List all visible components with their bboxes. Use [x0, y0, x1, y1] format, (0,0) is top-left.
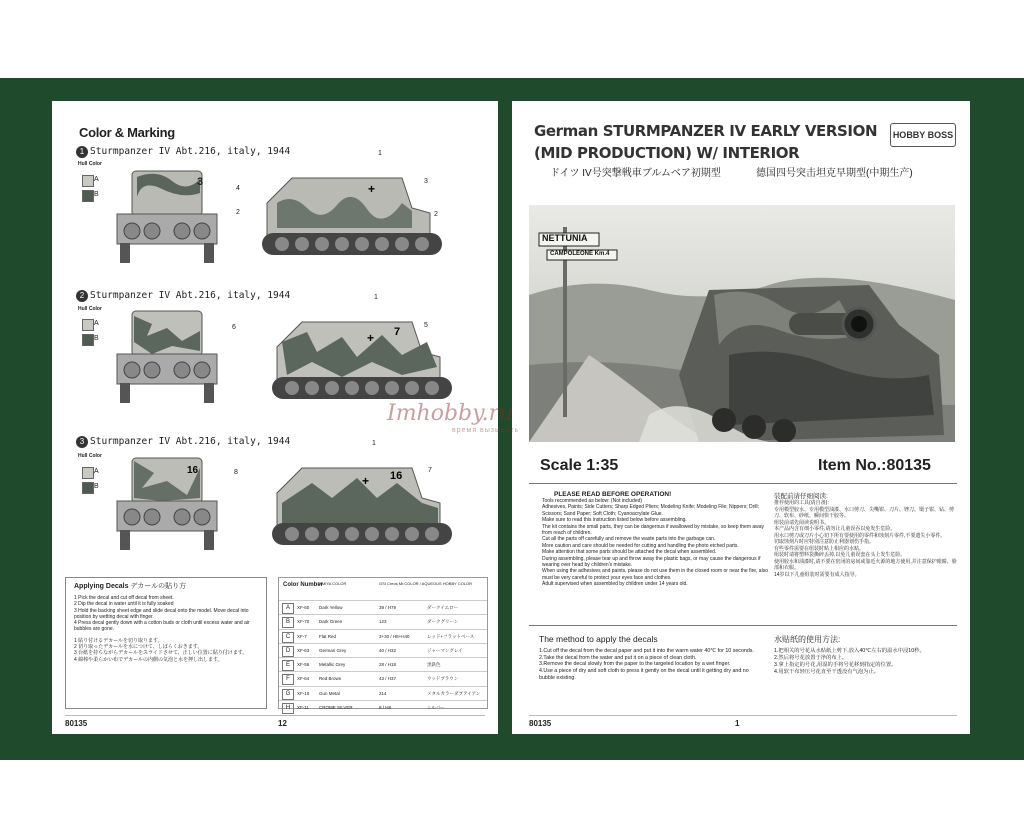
product-title-line2: (MID PRODUCTION) W/ INTERIOR: [534, 144, 800, 162]
color-name: Dark Yellow: [319, 605, 343, 610]
swatch-a: [82, 467, 94, 479]
color-gsi: 214: [379, 690, 387, 696]
table-head: GSI Creos Mr.COLOR / AQUEOUS HOBBY COLOR: [379, 581, 473, 586]
color-row: [279, 600, 487, 614]
hull-color-label: Hull Color: [78, 161, 102, 167]
color-row: [279, 671, 487, 685]
color-name: German Grey: [319, 647, 347, 653]
page-number: 12: [278, 719, 287, 728]
color-number-table: [278, 577, 488, 712]
scheme-caption: Sturmpanzer IV Abt.216, italy, 1944: [90, 290, 291, 301]
box-art: [529, 205, 955, 442]
instruction-line-cn: 14岁以下儿童组装时需要有成人指导。: [774, 571, 860, 578]
balkenkreuz: +: [367, 331, 375, 345]
box-art-illustration: [529, 205, 955, 442]
color-row: [279, 686, 487, 700]
swatch-b: [82, 190, 94, 202]
color-jp: ダークグリーン: [427, 619, 459, 625]
color-name: Metallic Grey: [319, 662, 346, 668]
color-letter: G: [282, 689, 294, 700]
scheme-number: 3: [76, 436, 88, 448]
callout: 2: [236, 209, 240, 216]
color-name: Red Brown: [319, 676, 342, 682]
color-gsi: 8 / H8: [379, 705, 392, 711]
callout: 1: [372, 440, 376, 447]
tank-front-view-2: [112, 306, 222, 406]
instruction-line: Adhesives, Paints; Side Cutters; Sharp Edged Pliers; Modeling Knife; Modeling File; Nippers; Drill; Scissors; Sand Paper; Soft Cloth; Cyanoacrylate Glue.: [542, 504, 760, 517]
instruction-line: Make attention that some parts should be attached the decal when assembled.: [542, 549, 717, 556]
instruction-line-cn: 使用胶水和油漆时,请不要在密闭的房间或靠近火源的地方使用,并注意保护眼睛、脸部和衣服。: [774, 558, 957, 571]
color-code: XF-70: [297, 619, 310, 625]
callout: 1: [374, 294, 378, 301]
callout: 1: [378, 150, 382, 157]
road-sign-sub: CAMPOLEONE Km.4: [550, 251, 610, 257]
color-row: [279, 700, 487, 714]
decal-step: 1 Pick the decal and cut off decal from sheet.: [74, 595, 174, 601]
tank-side-view-3: [262, 453, 462, 553]
color-name: Gun Metal: [319, 690, 340, 696]
color-gsi: 3+30 / H8+H40: [379, 633, 410, 639]
color-letter: A: [282, 603, 294, 614]
decal-method-step: 4.Use a piece of dry and soft cloth to press it gently on the decal until it getting dry and no bubble existing.: [539, 668, 749, 681]
callout: 2: [434, 211, 438, 218]
footer-rule: [65, 715, 485, 716]
color-row: [279, 614, 487, 628]
scheme-number: 2: [76, 290, 88, 302]
color-gsi: 39 / H79: [379, 605, 397, 610]
swatch-b: [82, 334, 94, 346]
color-code: XF-60: [297, 605, 310, 610]
decal-number: 16: [390, 470, 403, 482]
footer-code: 80135: [65, 719, 88, 728]
instruction-line-cn: 专用模型胶水、专用模型油漆、水口剪刀、尖嘴钳、刀片、锉刀、镊子钳、钻、剪刀、软布、砂纸、瞬间快干胶等。: [774, 506, 955, 519]
decal-step-jp: 2 切り取ったデカールを水につけて、しばらくおきます。: [74, 644, 203, 651]
instruction-line: Tools recommended as below: (Not included): [542, 498, 643, 504]
color-name: CROME SILVER: [319, 705, 353, 711]
swatch-letter: A: [94, 468, 99, 475]
read-before-cn-title: 装配前请仔细阅读:: [774, 493, 828, 500]
decal-method-title: The method to apply the decals: [539, 634, 658, 644]
color-row: [279, 629, 487, 643]
divider: [529, 625, 957, 626]
color-jp: ジャーマングレイ: [427, 647, 463, 653]
read-before-en: [542, 491, 772, 588]
instruction-line: When using the adhesives and paints, please do not use them in the closed room or near the fire, also must be very careful to protect your eyes face and clothes.: [542, 568, 768, 581]
product-title-cn: 德国四号突击坦克早期型(中期生产): [756, 168, 913, 179]
top-margin: [0, 0, 1024, 78]
instruction-line: Adult supervised when assembled by children under 14 years old.: [542, 581, 688, 588]
decal-method-step: 2.Take the decal from the water and put it on a piece of clean cloth.: [539, 654, 697, 661]
callout: 5: [424, 322, 428, 329]
decal-number: 16: [187, 465, 199, 476]
footer-rule: [529, 715, 957, 716]
color-code: XF-56: [297, 662, 310, 668]
read-before-cn: [774, 491, 959, 578]
decal-step-jp: 3 台紙を持ちながらデカールをスライドさせて、正しい位置に貼り付けます。: [74, 650, 248, 657]
scale-label: Scale 1:35: [540, 457, 619, 474]
tank-front-view-1: [112, 159, 222, 267]
decal-method-step-cn: 4.用软干布轻压号花直至干透没有气泡为止。: [774, 669, 880, 675]
instruction-line-cn: 有些零件需要在组装时贴上相应的水贴。: [774, 545, 865, 552]
color-jp: ダークイエロー: [427, 605, 459, 610]
callout: 6: [232, 324, 236, 331]
balkenkreuz: +: [368, 182, 376, 196]
tank-side-view-1: [252, 163, 452, 263]
tank-side-view-2: [262, 307, 462, 407]
color-letter: C: [282, 632, 294, 643]
color-code: XF-10: [297, 690, 310, 696]
scheme-number: 1: [76, 146, 88, 158]
road-sign-main: NETTUNIA: [542, 233, 588, 243]
callout: 7: [428, 467, 432, 474]
instruction-line: Cut all the parts off carefully and remove the waste parts into the garbage can.: [542, 536, 716, 543]
decal-method-step: 1.Cut off the decal from the decal paper and put it into the warm water 40℃ for 10 seconds.: [539, 648, 754, 654]
swatch-b: [82, 482, 94, 494]
color-row: [279, 657, 487, 671]
product-title-line1: German STURMPANZER IV EARLY VERSION: [534, 122, 878, 140]
instruction-line-cn: 切取蚀刻片时应特别注意防止利器划伤手指。: [774, 539, 875, 545]
color-letter: H: [282, 703, 294, 714]
callout: 4: [236, 185, 240, 192]
page-number: 1: [735, 719, 740, 728]
color-letter: F: [282, 674, 294, 685]
swatch-letter: A: [94, 176, 99, 183]
instruction-line-cn: 推荐使用的工具(请自备):: [774, 500, 829, 506]
color-code: XF-11: [297, 705, 309, 711]
hull-color-label: Hull Color: [78, 306, 102, 312]
swatch-a: [82, 319, 94, 331]
instruction-line-cn: 用水口剪刀或刀片小心切下所有要使用的零件和蚀刻片零件,不要遗失小零件。: [774, 532, 946, 539]
instruction-line-cn: 组装前请先阅读说明书。: [774, 519, 830, 526]
swatch-letter: A: [94, 320, 99, 327]
instruction-line: Make sure to read this instruction listed below before assembling.: [542, 517, 687, 524]
decal-step-jp: 1 貼り付けるデカールを切り取ります。: [74, 637, 163, 644]
swatch-letter: B: [94, 191, 99, 198]
color-name: Flat Red: [319, 633, 337, 639]
color-gsi: 40 / H32: [379, 647, 397, 653]
decal-number: 3: [197, 176, 204, 188]
color-letter: D: [282, 646, 294, 657]
decal-method-step-cn: 3.拿上指定的号花,用湿的手将号花移到指定的位置。: [774, 662, 897, 668]
instruction-line: During assembling, please tear up and throw away the plastic bags, or may cause the dangerous if wearing over head by children's mistake.: [542, 555, 761, 569]
table-title: Color Number: [283, 582, 324, 588]
table-head: TAMIYA COLOR: [317, 581, 347, 586]
instruction-line-cn: 组装时请将塑料袋撕碎丢掉,以免儿童误套在头上发生危险。: [774, 552, 906, 558]
decal-step: 4 Press decal gently down with a cotton buds or cloth until excess water and air bubbles are gone.: [74, 620, 250, 633]
color-code: XF-63: [297, 647, 310, 653]
footer-code: 80135: [529, 719, 552, 728]
decal-number: 7: [394, 326, 401, 338]
color-code: XF-7: [297, 633, 307, 639]
brand-logo: HOBBY BOSS: [890, 123, 956, 147]
color-jp: メタルカラーダブアイアン: [427, 690, 481, 696]
swatch-letter: B: [94, 483, 99, 490]
decal-method-step: 3.Remove the decal slowly from the paper to the targeted location by a wet finger.: [539, 661, 731, 668]
swatch-letter: B: [94, 335, 99, 342]
read-before-title: PLEASE READ BEFORE OPERATION!: [554, 491, 672, 498]
color-name: Dark Green: [319, 619, 343, 625]
decal-method-step-cn: 2.然后将号花放置于净的布上。: [774, 655, 848, 661]
decal-step: 2 Dip the decal in water until it is fully soaked: [74, 601, 174, 608]
color-gsi: 43 / H37: [379, 676, 397, 682]
bottom-margin: [0, 760, 1024, 838]
color-jp: ウッドブラウン: [427, 676, 459, 682]
decal-step: 3 Hold the backing sheet edge and slide decal onto the model. Move decal into position by wetting decal with finger.: [74, 607, 249, 620]
decal-method-cn-title: 水贴纸的使用方法:: [774, 635, 841, 644]
balkenkreuz: +: [362, 474, 370, 488]
watermark: Imhobby.ru: [387, 401, 514, 426]
color-row: [279, 643, 487, 657]
decal-method-step-cn: 1.把相关的号花从水贴纸上剪下,放入40℃左右的温水中浸10秒。: [774, 648, 925, 654]
instruction-line: More caution and care should be needed for cutting and handling the photo etched parts.: [542, 542, 739, 549]
callout: 3: [424, 178, 428, 185]
color-letter: E: [282, 660, 294, 671]
decal-step-jp: 4 綿棒や柔らかい布でデカールの内側の気泡と水を押し出します。: [74, 656, 223, 663]
hull-color-label: Hull Color: [78, 453, 102, 459]
scheme-caption: Sturmpanzer IV Abt.216, italy, 1944: [90, 436, 291, 447]
instruction-line: The kit contains the small parts, they can be dangerous if swallowed by mistake, so keep them away from reach of children.: [542, 523, 765, 537]
applying-decals-box: [65, 577, 267, 709]
color-code: XF-64: [297, 676, 310, 682]
divider: [529, 483, 957, 484]
swatch-a: [82, 175, 94, 187]
callout: 8: [234, 469, 238, 476]
applying-decals-title: Applying Decals デカールの貼り方: [74, 583, 187, 590]
color-gsi: 123: [379, 619, 387, 625]
tank-front-view-3: [112, 453, 222, 553]
page-title: Color & Marking: [79, 125, 175, 140]
color-letter: B: [282, 617, 294, 628]
color-jp: レッド+フラットベース: [427, 633, 475, 639]
instruction-line-cn: 本产品内含有细小零件,请勿让儿童误吞以免发生危险。: [774, 526, 896, 532]
scheme-caption: Sturmpanzer IV Abt.216, italy, 1944: [90, 146, 291, 157]
color-jp: 黒鉄色: [427, 662, 441, 668]
color-gsi: 28 / H18: [379, 662, 397, 668]
product-title-jp: ドイツ IV号突撃戦車ブルムベア初期型: [550, 168, 721, 179]
watermark-sub: время вызывать: [452, 427, 520, 434]
color-jp: シルバー: [427, 705, 445, 711]
item-number: Item No.:80135: [818, 457, 931, 474]
